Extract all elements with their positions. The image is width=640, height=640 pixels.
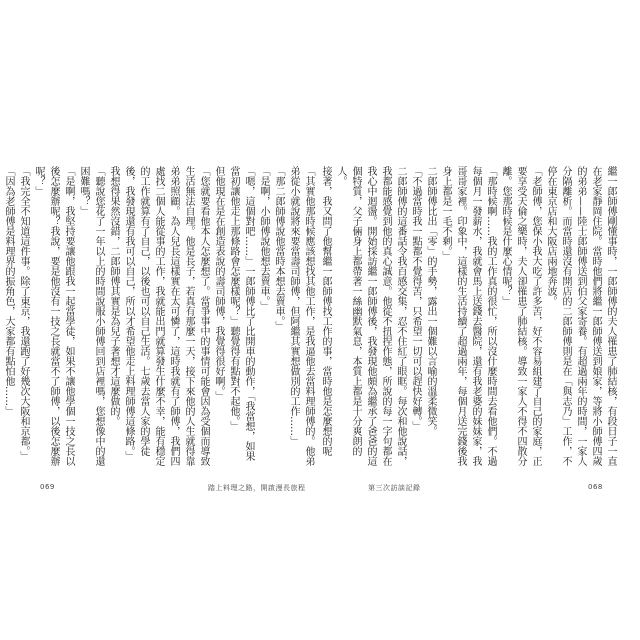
right-running-title: 第三次訪談記錄 [368,484,421,492]
paragraph: 接著，我又問了他幫繼一郎師傅找工作的事，當時他是怎麼想的呢 [320,166,331,456]
paragraph: 二郎師傅的這番話令我百感交集，忍不住紅了眼眶。每次和他說話，我都能感覺到他的真心誠意。他從不扭捏作態，所說的每一字句都在我心中迴盪。開始採訪繼一郎師傅後，我發現他頗為繼承了爸爸的這個特質，父子倆身上都帶著一絲幽默氣息，本質上都是十分爽朗的人。 [335,166,406,466]
paragraph: 「老師傅，您保小我大吃了許多苦，好不容易組建了自己的家庭，正要享受天倫之樂時，夫人卻罹患了肺結核。導致一家人不得不四散分離。您那時候是什麼心情呢？」 [500,166,541,466]
paragraph: 但他現在是在創造表說的壽司師傅，我覺得很好啊。」 [213,166,224,401]
paragraph: 「不過當時我一點都不覺得苦，只希望一切可以趕快好轉。」 [410,166,421,431]
left-page-number: 069 [40,483,55,491]
paragraph: 「您就要看他本人怎麼想了。當爭事中的事情可能會因為受個而導致生活無法自理。他是長子，若真有那麼一天，接下來他的人生就得靠弟弟照顧。為人兒長這樣實在太可憐了，這時我就有了師傅，我們四處找二個人能從事的工作，我就能出門就算發生什麼不幸，能有穩定的工作就算有了自己，以後也可以自己生活。七歲去當人家的學徒後，我發現還有我可以自己，所以才希望他走上料理師傅這條路。」 [123,166,209,466]
paragraph: 「那時候啊……我的工作真的很忙，所以沒什麼時間去看他們。不過每個月一發薪水，我就會馬上送錢去醫院，還有我老婆的妹妹家，我哥哥家裡。印象中，這樣的生活持續了超過兩年，每個月送完錢後我身上都是一毛不剩。」 [440,166,496,466]
left-page-text [3,166,316,466]
paragraph: 「嗯，這個對吧……」一郎師傅比了比開車的動作，「我當想，如果當初讓他走上那條路會怎麼樣呢？」聽覺得有點對不起他。」 [228,166,254,461]
paragraph: 繼一郎師傅剛懂事時，一郎師傅的夫人罹患了肺結核，有段日子一直在老家靜岡住院。當時他們將繼一郎師傅送到娘家，等將小師傅四歲的弟弟——陸士郎師傅送到伯父家寄養。有超過兩年的時間，一家人分隔離析。而當時還沒有開店的二郎師傅則是在「與志乃」工作，不停在東京店和大阪店兩地奔波。 [545,166,616,466]
left-running-title: 踏上料理之路，開啟漫長旅程 [208,484,306,492]
book-spread [3,16,620,626]
right-page [320,166,618,466]
paragraph: 我想得果然沒錯，二郎師傅其實是為兒子著想才這麼做的。 [108,166,119,426]
paragraph: 「我完全不知道這件事。除了東京，我還跑了好幾次大阪和京都。」 [18,166,29,461]
right-page-text [320,166,618,466]
paragraph: 「是啊，小師傅說他想去賣車。」 [258,166,269,311]
paragraph: 「因為老師傅是料理界的振角色，大家都有點怕他……」 [3,166,14,416]
left-page [3,166,316,466]
paragraph: 「聽說您花了一年以上的時間說服小師傅回到店裡嗎，您想像中的還困難嗎？」 [78,166,104,466]
paragraph: 二郎師傅比出「零」的手勢，露出一個難以言喻的溫柔微笑。 [425,166,436,436]
right-page-number: 068 [588,483,603,491]
paragraph: 「其實他那時候應該想找其他工作，是我逼他去當料理師傅的。他弟弟從小就說將來要當壽司師傅，但阿繼其實想做別的工作……」 [288,166,314,466]
paragraph: 「那二郎師傅說他當時本想去賣車。」 [273,166,284,331]
paragraph: 「是啊，我堅持要讓他跟我一起當學徒，如果不讓他學個一技之長以後怎麼辦呢？我說，要是他沒有一技之長就當不了師傅，以後怎麼辦呢？」 [33,166,74,466]
